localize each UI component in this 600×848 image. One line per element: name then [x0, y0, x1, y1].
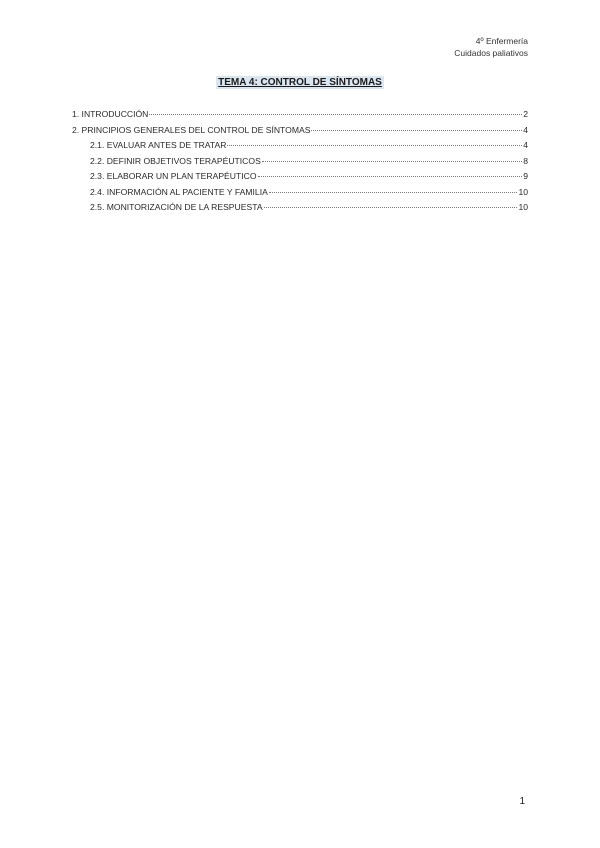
toc-entry[interactable] — [72, 138, 528, 154]
toc-dot-leader — [264, 207, 518, 208]
toc-dot-leader — [149, 114, 522, 115]
toc-dot-leader — [227, 145, 522, 146]
toc-entry-page[interactable]: 2 — [523, 109, 528, 119]
toc-entry-label[interactable]: 1. INTRODUCCIÓN — [72, 109, 149, 119]
toc-entry-label[interactable]: 2.4. INFORMACIÓN AL PACIENTE Y FAMILIA — [90, 186, 268, 197]
title-wrapper — [0, 72, 600, 90]
toc-entry-label[interactable]: 2.5. MONITORIZACIÓN DE LA RESPUESTA — [90, 202, 263, 212]
toc-entry-label[interactable]: 2.3. ELABORAR UN PLAN TERAPÉUTICO — [90, 171, 257, 181]
toc-entry[interactable] — [72, 200, 528, 216]
toc-entry-page[interactable]: 9 — [523, 171, 528, 181]
toc-dot-leader — [311, 130, 522, 131]
toc-entry-label[interactable]: 2.2. DEFINIR OBJETIVOS TERAPÉUTICOS — [90, 155, 261, 166]
document-header — [454, 36, 528, 59]
toc-entry[interactable] — [72, 169, 528, 185]
header-subject: Cuidados paliativos — [454, 47, 528, 58]
toc-entry-label[interactable]: 2.1. EVALUAR ANTES DE TRATAR — [90, 140, 227, 150]
toc-dot-leader — [262, 161, 522, 162]
page-number: 1 — [519, 796, 525, 807]
toc-entry-label[interactable]: 2. PRINCIPIOS GENERALES DEL CONTROL DE SÍNTOMAS — [72, 124, 311, 135]
toc-entry[interactable] — [72, 107, 528, 123]
toc-entry-page[interactable]: 10 — [518, 186, 528, 197]
document-title: TEMA 4: CONTROL DE SÍNTOMAS — [218, 77, 382, 88]
toc-entry[interactable] — [72, 185, 528, 201]
toc-entry-page[interactable]: 10 — [518, 202, 528, 212]
toc-entry-page[interactable]: 4 — [523, 124, 528, 135]
header-course: 4º Enfermería — [475, 36, 528, 46]
table-of-contents — [72, 107, 528, 216]
toc-entry[interactable] — [72, 123, 528, 139]
toc-dot-leader — [269, 192, 518, 193]
toc-entry-page[interactable]: 8 — [523, 155, 528, 166]
toc-entry[interactable] — [72, 154, 528, 170]
toc-dot-leader — [258, 176, 523, 177]
toc-entry-page[interactable]: 4 — [523, 140, 528, 150]
